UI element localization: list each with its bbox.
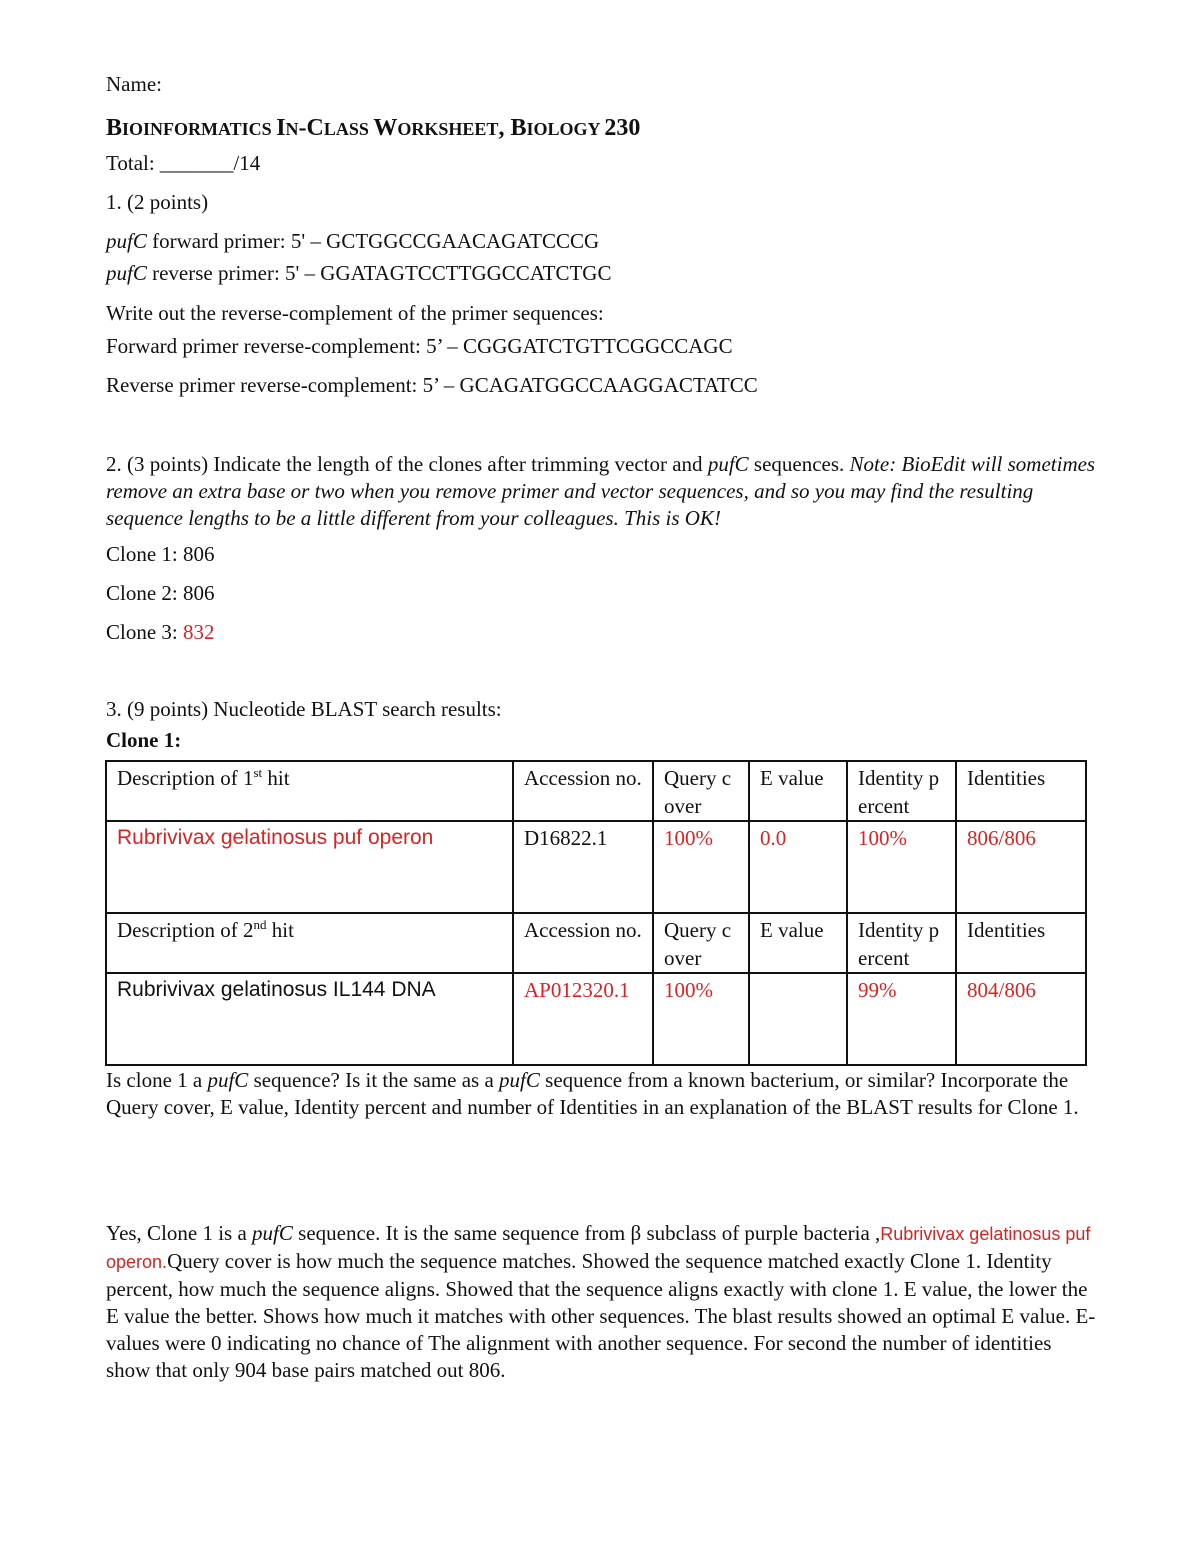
table-header-query-cover: Query cover — [653, 761, 749, 821]
q1-reverse-primer — [106, 261, 611, 286]
gene-name: pufC — [106, 229, 147, 253]
table-row — [106, 973, 1086, 1065]
title-part: LASS — [323, 119, 374, 139]
table-row — [106, 913, 1086, 973]
hit1-identities: 806/806 — [956, 821, 1086, 913]
table-header-identities: Identities — [956, 913, 1086, 973]
total-score: Total: _______/14 — [106, 151, 261, 175]
forward-primer-text: forward primer: 5' – GCTGGCCGAACAGATCCCG — [146, 229, 600, 253]
title-part: IOLOGY — [526, 119, 605, 139]
title-part: 230 — [604, 115, 641, 141]
title-part: -C — [298, 115, 324, 141]
q1-heading: 1. (2 points) — [106, 190, 209, 214]
hit1-description: Rubrivivax gelatinosus puf operon — [106, 821, 513, 913]
hit2-description: Rubrivivax gelatinosus IL144 DNA — [106, 973, 513, 1065]
q1-forward-rc: Forward primer reverse-complement: 5’ – CGGGATCTGTTCGGCCAGC — [106, 334, 733, 358]
hit2-accession: AP012320.1 — [513, 973, 653, 1065]
clone3-value: 832 — [183, 620, 215, 644]
q3-question: Is clone 1 a pufC sequence? Is it the same as a pufC sequence from a known bacterium, or similar? Incorporate the Query cover, E value, Identity percent and number of Identities in an explanation of the BLAST results for Clone 1. — [106, 1068, 1079, 1119]
clone3-label: Clone 3: — [106, 620, 183, 644]
title-part: I — [276, 115, 286, 141]
title-part: , B — [498, 115, 527, 141]
table-header-description: Description of 1st hit — [106, 761, 513, 821]
q3-answer: Yes, Clone 1 is a pufC sequence. It is the same sequence from β subclass of purple bacteria ,Rubrivivax gelatinosus puf operon.Query cover is how much the sequence matches. Showed the sequence matched exactly Clone 1. Identity percent, how much the sequence aligns. Showed that the sequence aligns exactly with clone 1. E value, the lower the E value the better. Shows how much it matches with other sequences. The blast results showed an optimal E value. E-values were 0 indicating no chance of The alignment with another sequence. For second the number of identities show that only 904 base pairs matched out 806. — [106, 1221, 1096, 1382]
clone1-label: Clone 1: — [106, 728, 182, 752]
q1-instruction: Write out the reverse-complement of the primer sequences: — [106, 301, 604, 325]
clone3-length — [106, 620, 215, 645]
answer-organism: Rubrivivax gelatinosus puf operon. — [106, 1224, 1091, 1272]
table-header-e-value: E value — [749, 761, 847, 821]
title-part: W — [373, 115, 398, 141]
hit1-accession: D16822.1 — [513, 821, 653, 913]
hit2-query-cover: 100% — [653, 973, 749, 1065]
table-header-accession: Accession no. — [513, 761, 653, 821]
q2-text: sequences. — [748, 452, 850, 476]
blast-results-table — [105, 760, 1087, 1066]
worksheet-title — [106, 114, 640, 143]
table-header-e-value: E value — [749, 913, 847, 973]
table-header-description: Description of 2nd hit — [106, 913, 513, 973]
title-part: IOINFORMATICS — [122, 119, 277, 139]
q3-heading: 3. (9 points) Nucleotide BLAST search results: — [106, 697, 502, 721]
clone1-length: Clone 1: 806 — [106, 542, 215, 566]
name-label: Name: — [106, 72, 162, 96]
hit2-e-value — [749, 973, 847, 1065]
q2-note: Note: BioEdit will sometimes remove an extra base or two when you remove primer and vector sequences, and so you may find the resulting sequence lengths to be a little different from your colleagues. This is OK! — [106, 452, 1096, 530]
gene-name: pufC — [106, 261, 147, 285]
hit1-e-value: 0.0 — [749, 821, 847, 913]
gene-name: pufC — [207, 1068, 249, 1092]
q1-reverse-rc: Reverse primer reverse-complement: 5’ – GCAGATGGCCAAGGACTATCC — [106, 373, 758, 397]
title-part: B — [106, 115, 123, 141]
table-header-query-cover: Query cover — [653, 913, 749, 973]
gene-name: pufC — [252, 1221, 293, 1245]
hit1-identity-percent: 100% — [847, 821, 956, 913]
table-header-identities: Identities — [956, 761, 1086, 821]
hit1-query-cover: 100% — [653, 821, 749, 913]
title-part: N — [285, 119, 299, 139]
table-row — [106, 761, 1086, 821]
hit2-identity-percent: 99% — [847, 973, 956, 1065]
q2-prompt — [106, 451, 1096, 532]
table-row — [106, 821, 1086, 913]
table-header-identity-percent: Identity percent — [847, 761, 956, 821]
gene-name: pufC — [707, 452, 749, 476]
table-header-identity-percent: Identity percent — [847, 913, 956, 973]
q2-text: 2. (3 points) Indicate the length of the clones after trimming vector and — [106, 452, 708, 476]
q1-forward-primer — [106, 229, 599, 254]
clone2-length: Clone 2: 806 — [106, 581, 215, 605]
hit2-identities: 804/806 — [956, 973, 1086, 1065]
reverse-primer-text: reverse primer: 5' – GGATAGTCCTTGGCCATCTGC — [146, 261, 612, 285]
table-header-accession: Accession no. — [513, 913, 653, 973]
gene-name: pufC — [499, 1068, 540, 1092]
title-part: ORKSHEET — [397, 119, 499, 139]
